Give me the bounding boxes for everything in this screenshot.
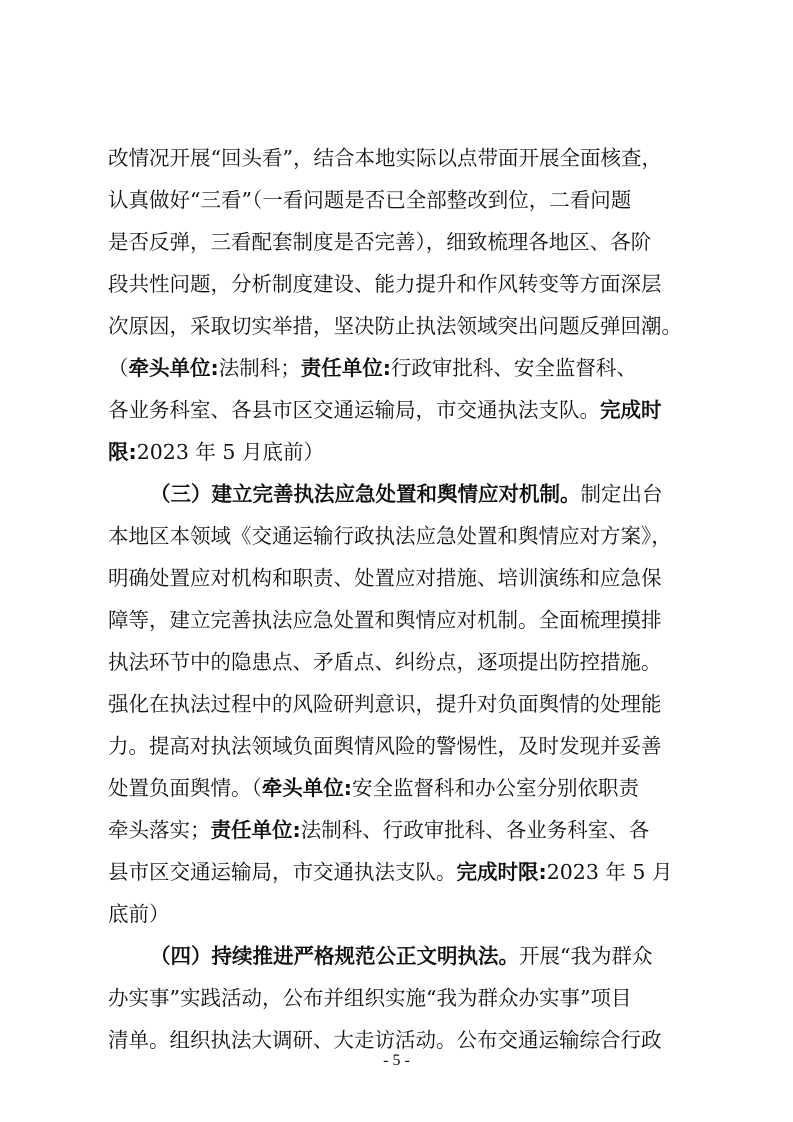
text-line: 办实事”实践活动，公布并组织实施“我为群众办实事”项目: [108, 986, 632, 1010]
responsible-unit-value: 行政审批科、安全监督科、: [390, 356, 637, 380]
lead-unit-value: 安全监督科和办公室分别依职责: [351, 776, 639, 800]
page-number: - 5 -: [383, 1052, 410, 1069]
text-line: 底前）: [108, 902, 170, 926]
text-line: 是否反弹，三看配套制度是否完善），细致梳理各地区、各阶: [108, 230, 652, 254]
lead-unit-value: 牵头落实；: [108, 818, 211, 842]
lead-unit-label: 牵头单位:: [128, 356, 219, 380]
text-line: [108, 855, 708, 889]
responsible-unit-value: 法制科、行政审批科、各业务科室、各: [300, 818, 650, 842]
section-heading: （四）持续推进严格规范公正文明执法。: [150, 944, 519, 968]
text-line: 明确处置应对机构和职责、处置应对措施、培训演练和应急保: [108, 566, 662, 590]
text-line: 改情况开展“回头看”，结合本地实际以点带面开展全面核查，: [108, 146, 662, 170]
section-text: 制定出台: [580, 482, 663, 506]
deadline-label: 完成时限:: [456, 860, 547, 884]
text-line: [150, 939, 750, 973]
text-line: [108, 435, 708, 469]
section-text: 开展“我为群众: [519, 944, 653, 968]
deadline-value: 2023 年 5 月: [546, 860, 673, 884]
text-line: 力。提高对执法领域负面舆情风险的警惕性，及时发现并妥善: [108, 734, 662, 758]
text-line: 清单。组织执法大调研、大走访活动。公布交通运输综合行政: [108, 1028, 662, 1052]
text-line: [108, 771, 708, 805]
section-heading: （三）建立完善执法应急处置和舆情应对机制。: [150, 482, 581, 506]
text-line: [108, 351, 708, 385]
section-text: 处置负面舆情。（: [108, 776, 262, 800]
text-line: 强化在执法过程中的风险研判意识，提升对负面舆情的处理能: [108, 692, 662, 716]
text-line: 认真做好“三看”（一看问题是否已全部整改到位，二看问题: [108, 188, 632, 212]
text-line: 本地区本领域《交通运输行政执法应急处置和舆情应对方案》，: [108, 524, 672, 548]
bracket-open: （: [108, 356, 129, 380]
deadline-label: 限:: [108, 440, 137, 464]
text-line: [108, 813, 708, 847]
text-line: 障等，建立完善执法应急处置和舆情应对机制。全面梳理摸排: [108, 608, 662, 632]
responsible-unit-value: 各业务科室、各县市区交通运输局，市交通执法支队。: [108, 398, 600, 422]
text-line: [150, 477, 750, 511]
deadline-value: 2023 年 5 月底前）: [136, 440, 324, 464]
lead-unit-value: 法制科；: [218, 356, 301, 380]
lead-unit-label: 牵头单位:: [261, 776, 352, 800]
text-line: [108, 393, 708, 427]
text-line: 段共性问题，分析制度建设、能力提升和作风转变等方面深层: [108, 272, 662, 296]
responsible-unit-label: 责任单位:: [300, 356, 391, 380]
deadline-label: 完成时: [600, 398, 662, 422]
responsible-unit-label: 责任单位:: [210, 818, 301, 842]
text-line: 次原因，采取切实举措，坚决防止执法领域突出问题反弹回潮。: [108, 314, 682, 338]
text-line: 执法环节中的隐患点、矛盾点、纠纷点，逐项提出防控措施。: [108, 650, 662, 674]
responsible-unit-value: 县市区交通运输局，市交通执法支队。: [108, 860, 457, 884]
